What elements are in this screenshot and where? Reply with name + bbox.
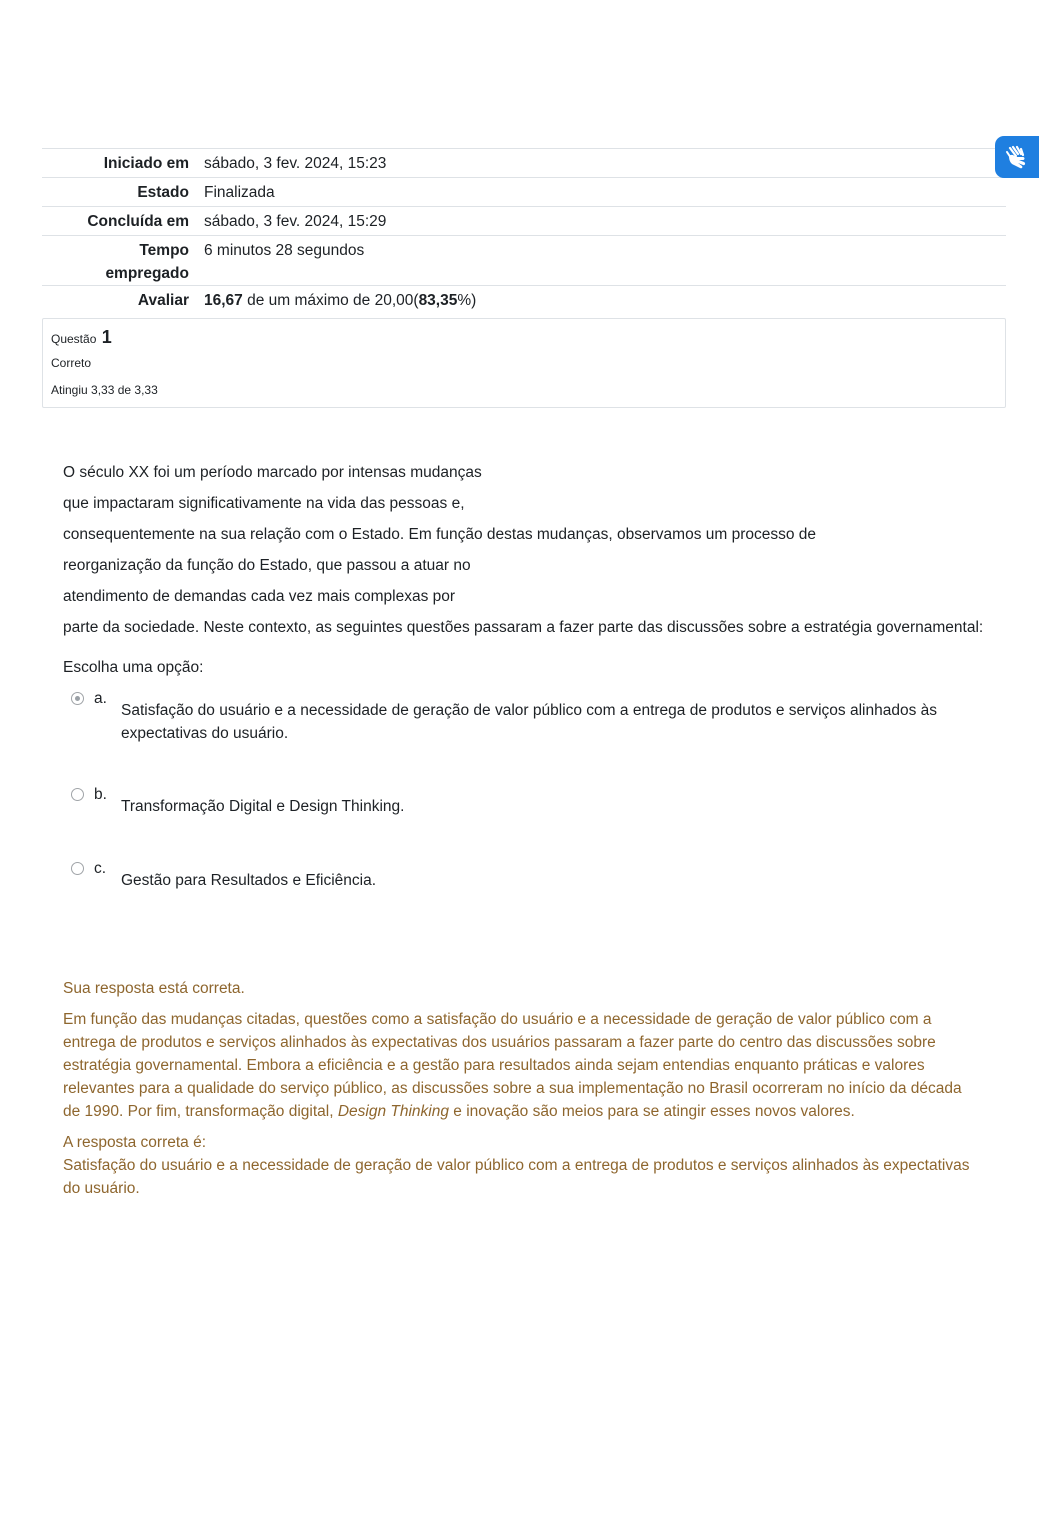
grade-score: 16,67: [204, 292, 243, 309]
choose-option-prompt: Escolha uma opção:: [63, 659, 204, 676]
quiz-summary-table: [42, 148, 1006, 314]
option-text-c: Gestão para Resultados e Eficiência.: [121, 872, 377, 889]
summary-row-grade: [42, 286, 1006, 315]
option-text-a: Satisfação do usuário e a necessidade de geração de valor público com a entrega de produtos e serviços alinhados às expectativas do usuário.: [121, 702, 937, 742]
question-text-line: reorganização da função do Estado, que passou a atuar no: [63, 557, 471, 574]
right-answer-text: Satisfação do usuário e a necessidade de geração de valor público com a entrega de produtos e serviços alinhados às expectativas do usuário.: [63, 1157, 970, 1197]
time-label: [42, 236, 197, 286]
radio-option-c[interactable]: [71, 862, 84, 875]
feedback-general: [63, 1008, 983, 1123]
vlibras-accessibility-button[interactable]: [995, 136, 1039, 178]
question-text-line: consequentemente na sua relação com o Estado. Em função destas mudanças, observamos um processo de: [63, 526, 817, 543]
grade-label: Avaliar: [137, 292, 189, 309]
question-text-line: parte da sociedade. Neste contexto, as seguintes questões passaram a fazer parte das discussões sobre a estratégia governamental:: [63, 619, 984, 636]
grade-end: %): [457, 292, 477, 309]
option-text-b: Transformação Digital e Design Thinking.: [121, 798, 405, 815]
feedback-section: [63, 977, 983, 1200]
feedback-general-part2: e inovação são meios para se atingir esses novos valores.: [449, 1103, 855, 1120]
feedback-general-part1: Em função das mudanças citadas, questões como a satisfação do usuário e a necessidade de geração de valor público com a entrega de produtos e serviços alinhados às expectativas dos usuários passaram a fazer parte do centro das discussões sobre estratégia governamental. Embora a eficiência e a gestão para resultados ainda sejam entendias enquanto práticas e valores relevantes para a qualidade do serviço público, as discussões sobre a sua implementação no Brasil ocorreram no início da década de 1990. Por fim, transformação digital,: [63, 1011, 962, 1120]
question-text-line: atendimento de demandas cada vez mais complexas por: [63, 588, 456, 605]
question-text-line: que impactaram significativamente na vida das pessoas e,: [63, 495, 465, 512]
feedback-general-italic: Design Thinking: [337, 1103, 449, 1120]
question-info-box: [42, 318, 1006, 408]
question-grade: Atingiu 3,33 de 3,33: [51, 383, 158, 397]
completed-value: sábado, 3 fev. 2024, 15:29: [204, 213, 387, 230]
question-number-value: 1: [101, 327, 112, 347]
question-number: [51, 327, 112, 348]
started-label: Iniciado em: [103, 155, 189, 172]
radio-option-a[interactable]: [71, 692, 84, 705]
grade-value: [197, 286, 1006, 315]
summary-row-state: [42, 178, 1006, 207]
radio-option-b[interactable]: [71, 788, 84, 801]
summary-row-completed: [42, 207, 1006, 236]
time-label-line-1: Tempo: [139, 242, 189, 259]
summary-row-time: [42, 236, 1006, 286]
grade-percent: 83,35: [418, 292, 458, 309]
sign-language-icon: [1004, 144, 1030, 170]
time-label-line-2: empregado: [105, 265, 189, 282]
state-value: Finalizada: [204, 184, 275, 201]
option-letter-a: a.: [94, 690, 107, 707]
completed-label: Concluída em: [87, 213, 189, 230]
option-letter-c: c.: [94, 860, 107, 877]
time-value: 6 minutos 28 segundos: [204, 242, 365, 259]
right-answer-label: A resposta correta é:: [63, 1134, 207, 1151]
summary-row-started: [42, 149, 1006, 178]
grade-middle: de um máximo de 20,00(: [242, 292, 419, 309]
state-label: Estado: [137, 184, 189, 201]
option-letter-b: b.: [94, 786, 107, 803]
started-value: sábado, 3 fev. 2024, 15:23: [204, 155, 387, 172]
feedback-status: Sua resposta está correta.: [63, 980, 245, 997]
question-text-line: O século XX foi um período marcado por intensas mudanças: [63, 464, 482, 481]
question-state: Correto: [51, 356, 92, 370]
question-text: [63, 457, 983, 643]
question-number-prefix: Questão: [51, 332, 97, 346]
